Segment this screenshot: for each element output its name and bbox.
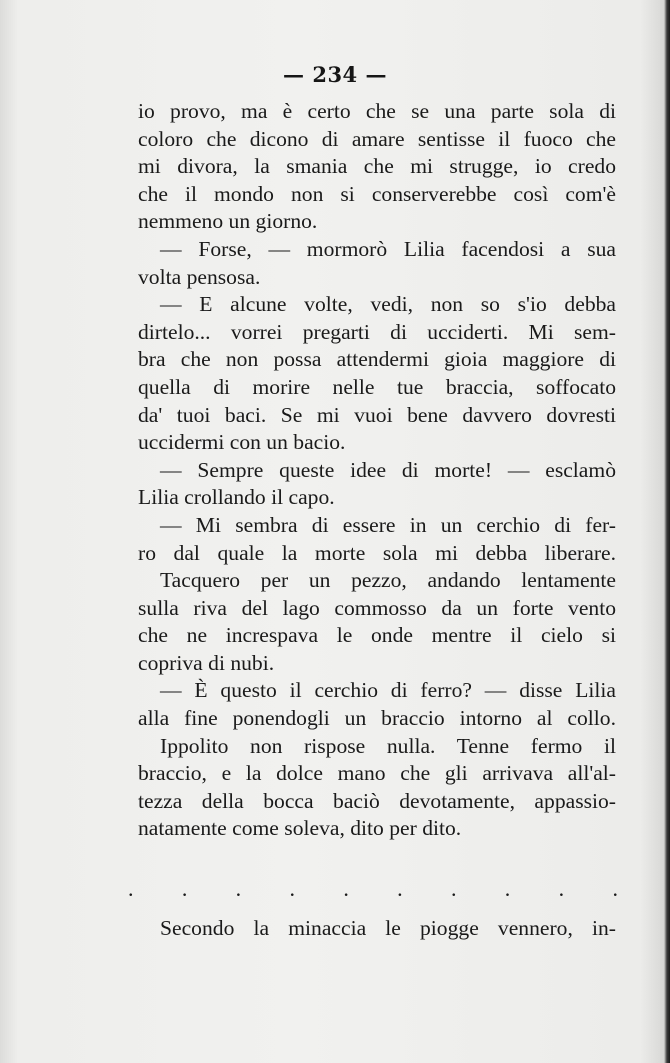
text-line: volta pensosa. (138, 264, 261, 289)
text-line: io provo, ma è certo che se una parte sola di (138, 99, 616, 123)
text-line: coloro che dicono di amare sentisse il fuoco che (138, 126, 616, 151)
text-line: da' tuoi baci. Se mi vuoi bene davvero dovresti (138, 402, 616, 427)
separator-dot: . (181, 876, 188, 901)
separator-dot: . (235, 876, 242, 901)
section-separator (128, 876, 618, 906)
separator-dot: . (612, 876, 618, 901)
separator-dot: . (343, 876, 349, 901)
text-line: — E alcune volte, vedi, non so s'io debba (160, 292, 616, 317)
separator-dot: . (128, 876, 134, 901)
text-line: natamente come soleva, dito per dito. (138, 816, 462, 841)
text-line: dirtelo... vorrei pregarti di ucciderti. Mi sem- (138, 319, 616, 344)
text-line: — È questo il cerchio di ferro? — disse Lilia (160, 678, 616, 703)
text-line: nemmeno un giorno. (138, 209, 318, 234)
separator-dot: . (289, 876, 295, 901)
text-line: mi divora, la smania che mi strugge, io credo (138, 154, 616, 179)
text-line: — Mi sembra di essere in un cerchio di fer- (160, 512, 616, 537)
text-line: sulla riva del lago commosso da un forte vento (138, 595, 616, 620)
separator-dot: . (397, 876, 403, 901)
body-text (138, 98, 616, 843)
separator-dot: . (450, 876, 457, 901)
text-line: — Forse, — mormorò Lilia facendosi a sua (160, 236, 616, 261)
text-line: tezza della bocca baciò devotamente, appassio- (138, 788, 616, 813)
text-line: quella di morire nelle tue braccia, soffocato (138, 374, 616, 399)
text-line: braccio, e la dolce mano che gli arrivava all'al- (138, 761, 616, 786)
text-line: che ne increspava le onde mentre il cielo si (138, 623, 616, 648)
text-line: — Sempre queste idee di morte! — esclamò (160, 457, 616, 482)
separator-dot: . (504, 876, 511, 901)
next-section-text (138, 915, 616, 943)
text-line: Lilia crollando il capo. (138, 485, 335, 510)
text-line: copriva di nubi. (138, 650, 275, 675)
text-line: bra che non possa attendermi gioia maggiore di (138, 347, 616, 372)
text-line: che il mondo non si conserverebbe così com'è (138, 181, 616, 206)
text-line: Ippolito non rispose nulla. Tenne fermo il (160, 733, 616, 758)
page-number: — 234 — (283, 62, 387, 87)
text-line: Tacquero per un pezzo, andando lentamente (160, 568, 616, 593)
separator-dot: . (558, 876, 565, 901)
text-line: ro dal quale la morte sola mi debba liberare. (138, 540, 616, 565)
text-line: Secondo la minaccia le piogge vennero, in- (160, 916, 616, 940)
text-line: alla fine ponendogli un braccio intorno al collo. (138, 706, 616, 731)
text-line: uccidermi con un bacio. (138, 430, 346, 455)
